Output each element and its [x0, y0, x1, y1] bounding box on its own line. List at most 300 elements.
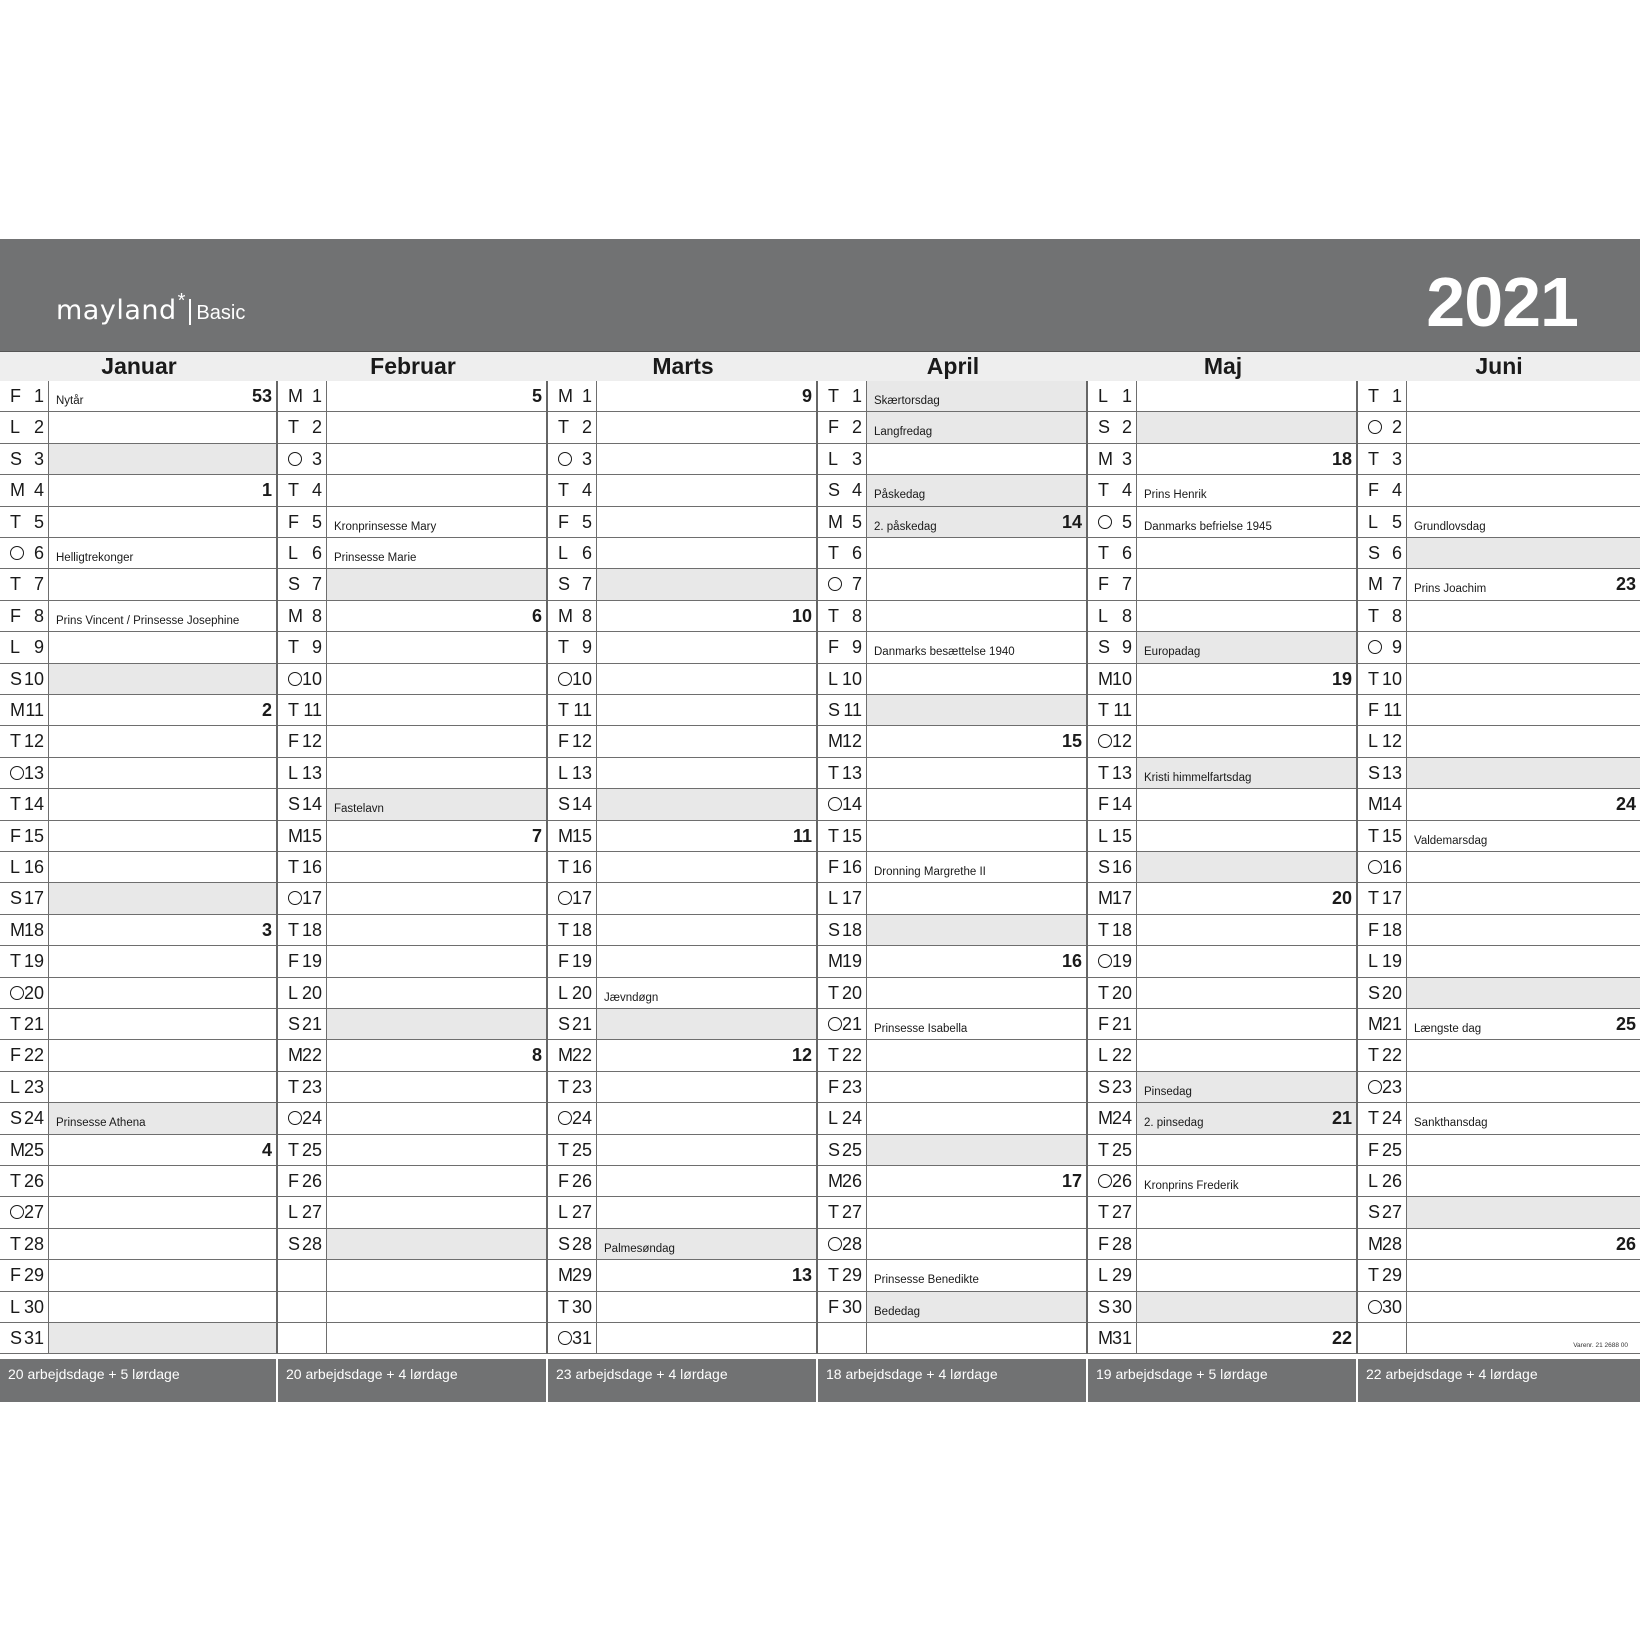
month-footer-workdays: 19 arbejdsdage + 5 lørdage [1088, 1359, 1358, 1402]
weekday-letter: M [1098, 448, 1113, 469]
weekday-letter: T [1098, 1139, 1109, 1160]
weekday-letter: L [828, 668, 839, 689]
day-row [818, 1135, 1086, 1166]
day-number: 12 [571, 731, 592, 752]
wednesday-circle-icon [1368, 1300, 1382, 1314]
day-label-cell [818, 569, 867, 599]
day-label-cell [1358, 726, 1407, 756]
day-label-cell [1088, 726, 1137, 756]
day-number: 18 [571, 919, 592, 940]
day-note-area [867, 978, 1086, 1008]
day-note-area [867, 1040, 1086, 1070]
weekday-letter: T [1098, 762, 1109, 783]
day-note-area [597, 915, 816, 945]
day-number: 9 [1391, 637, 1402, 658]
day-label-cell [548, 883, 597, 913]
day-row [548, 1323, 816, 1354]
weekday-letter: L [10, 1296, 21, 1317]
day-note-area [1407, 507, 1640, 537]
day-note-area [867, 507, 1086, 537]
week-number: 9 [801, 386, 812, 406]
day-number: 22 [1381, 1045, 1402, 1066]
holiday-note: Fastelavn [334, 803, 384, 816]
day-label-cell [0, 381, 49, 411]
day-row [818, 695, 1086, 726]
weekday-letter: S [288, 1014, 301, 1034]
weekday-letter [558, 448, 572, 470]
day-note-area [1137, 915, 1356, 945]
day-row [278, 1135, 546, 1166]
day-row [818, 915, 1086, 946]
day-label-cell [0, 1260, 49, 1290]
day-label-cell [278, 1040, 327, 1070]
day-label-cell [818, 1072, 867, 1102]
weekday-letter: L [828, 888, 839, 909]
weekday-letter: T [288, 637, 299, 658]
day-number: 8 [33, 605, 44, 626]
day-row [278, 632, 546, 663]
day-number: 22 [1111, 1045, 1132, 1066]
week-number: 17 [1061, 1171, 1082, 1191]
day-label-cell [0, 726, 49, 756]
day-row [548, 1103, 816, 1134]
day-note-area [327, 444, 546, 474]
day-note-area [597, 632, 816, 662]
week-number: 11 [792, 825, 812, 846]
day-number: 21 [23, 1014, 44, 1034]
weekday-letter [558, 1327, 572, 1349]
day-label-cell [1088, 381, 1137, 411]
day-note-area [327, 381, 546, 411]
day-label-cell [548, 381, 597, 411]
day-note-area [1137, 538, 1356, 568]
day-row [1088, 821, 1356, 852]
day-note-area [597, 821, 816, 851]
day-number: 8 [311, 605, 322, 626]
day-row [1088, 569, 1356, 600]
day-number: 19 [841, 951, 862, 972]
day-note-area [867, 821, 1086, 851]
day-label-cell [278, 569, 327, 599]
day-row [818, 1229, 1086, 1260]
day-number: 22 [23, 1045, 44, 1066]
weekday-letter: S [1098, 637, 1111, 658]
day-label-cell [1088, 507, 1137, 537]
day-number: 31 [23, 1328, 44, 1348]
day-note-area [327, 1040, 546, 1070]
day-note-area [597, 695, 816, 725]
weekday-letter: S [1368, 762, 1381, 783]
weekday-letter: T [1368, 605, 1379, 626]
month-column-januar [0, 381, 278, 1354]
day-label-cell [548, 1229, 597, 1259]
month-footer-workdays: 18 arbejdsdage + 4 lørdage [818, 1359, 1088, 1402]
day-label-cell [0, 1040, 49, 1070]
day-note-area [1407, 1072, 1640, 1102]
day-label-cell [278, 1009, 327, 1039]
day-label-cell [548, 1103, 597, 1133]
day-row [1358, 758, 1640, 789]
day-number: 16 [23, 857, 44, 877]
day-row [278, 664, 546, 695]
wednesday-circle-icon [1098, 954, 1112, 968]
day-label-cell [1358, 412, 1407, 442]
day-label-cell [278, 1292, 327, 1322]
day-note-area [1407, 569, 1640, 599]
day-number: 28 [23, 1233, 44, 1254]
day-note-area [867, 1229, 1086, 1259]
day-note-area [1407, 946, 1640, 976]
day-note-area [1407, 1135, 1640, 1165]
day-label-cell [0, 444, 49, 474]
day-row [0, 852, 276, 883]
day-label-cell [0, 915, 49, 945]
day-row [548, 538, 816, 569]
day-number: 26 [23, 1171, 44, 1191]
day-row [0, 726, 276, 757]
day-label-cell [1088, 632, 1137, 662]
day-row [1358, 538, 1640, 569]
day-note-area [867, 1103, 1086, 1133]
day-row [1358, 695, 1640, 726]
day-note-area [327, 1135, 546, 1165]
day-label-cell [548, 475, 597, 505]
day-number: 16 [1381, 857, 1402, 877]
weekday-letter: T [558, 1139, 569, 1160]
wednesday-circle-icon [1368, 860, 1382, 874]
day-label-cell [0, 852, 49, 882]
day-note-area [597, 1009, 816, 1039]
weekday-letter: M [828, 511, 843, 532]
day-note-area [49, 915, 276, 945]
day-note-area [1407, 1229, 1640, 1259]
day-label-cell [548, 1260, 597, 1290]
weekday-letter: L [558, 762, 569, 783]
day-note-area [867, 915, 1086, 945]
day-label-cell [818, 1292, 867, 1322]
day-row [0, 978, 276, 1009]
holiday-note: Jævndøgn [604, 991, 659, 1004]
day-label-cell [818, 412, 867, 442]
day-note-area [49, 381, 276, 411]
day-row [548, 632, 816, 663]
day-number: 30 [841, 1296, 862, 1317]
day-note-area [327, 1229, 546, 1259]
day-row [548, 1292, 816, 1323]
day-number: 14 [841, 794, 862, 815]
day-row [818, 601, 1086, 632]
weekday-letter: T [828, 825, 839, 846]
day-label-cell [1358, 569, 1407, 599]
day-label-cell [278, 915, 327, 945]
weekday-letter: L [10, 857, 21, 877]
day-row [548, 601, 816, 632]
weekday-letter: F [558, 731, 569, 752]
day-label-cell [1358, 632, 1407, 662]
weekday-letter: T [10, 1171, 21, 1191]
day-label-cell [1358, 758, 1407, 788]
weekday-letter [1368, 1076, 1382, 1098]
calendar-header [0, 239, 1640, 351]
weekday-letter: L [288, 1202, 299, 1223]
day-label-cell [1088, 758, 1137, 788]
weekday-letter: F [1098, 1233, 1109, 1254]
weekday-letter [288, 448, 302, 470]
day-row [0, 538, 276, 569]
day-row [1358, 1197, 1640, 1228]
day-row [818, 1009, 1086, 1040]
weekday-letter: M [1098, 888, 1113, 909]
day-note-area [1137, 946, 1356, 976]
day-number: 1 [851, 386, 862, 406]
day-row [548, 1009, 816, 1040]
weekday-letter [558, 668, 572, 690]
day-label-cell [818, 475, 867, 505]
day-row [0, 946, 276, 977]
day-label-cell [1358, 946, 1407, 976]
week-number: 14 [1061, 511, 1082, 532]
day-label-cell [278, 695, 327, 725]
day-note-area [49, 1260, 276, 1290]
weekday-letter: M [10, 919, 25, 940]
holiday-note: Prinsesse Athena [56, 1117, 146, 1130]
day-number: 20 [301, 982, 322, 1003]
day-note-area [1137, 1260, 1356, 1290]
day-label-cell [1088, 601, 1137, 631]
wednesday-circle-icon [1368, 1080, 1382, 1094]
day-number: 29 [841, 1265, 862, 1286]
day-label-cell [0, 789, 49, 819]
day-label-cell [278, 758, 327, 788]
day-number: 17 [23, 888, 44, 909]
day-note-area [1407, 1197, 1640, 1227]
day-row [548, 1229, 816, 1260]
day-row [0, 601, 276, 632]
day-number: 3 [851, 448, 862, 469]
brand-logo [56, 290, 246, 326]
day-number: 7 [1391, 574, 1402, 595]
day-number: 21 [571, 1014, 592, 1034]
day-note-area [1137, 758, 1356, 788]
day-number: 18 [301, 919, 322, 940]
wednesday-circle-icon [288, 1111, 302, 1125]
day-label-cell [278, 1103, 327, 1133]
weekday-letter: L [828, 1108, 839, 1129]
weekday-letter: T [10, 1014, 21, 1034]
day-number: 24 [301, 1108, 322, 1129]
weekday-letter: T [1368, 668, 1379, 689]
day-row [278, 946, 546, 977]
day-row [278, 381, 546, 412]
day-label-cell [818, 915, 867, 945]
day-label-cell [278, 1260, 327, 1290]
month-column-maj [1088, 381, 1358, 1354]
weekday-letter: T [1098, 982, 1109, 1003]
day-row [0, 1009, 276, 1040]
day-label-cell [818, 1103, 867, 1133]
day-note-area [597, 569, 816, 599]
day-row [278, 852, 546, 883]
day-number: 30 [23, 1296, 44, 1317]
week-number: 13 [791, 1265, 812, 1286]
day-row [818, 475, 1086, 506]
weekday-letter: M [288, 1045, 303, 1066]
day-row [1358, 475, 1640, 506]
day-note-area [49, 758, 276, 788]
day-label-cell [548, 758, 597, 788]
day-row [818, 1103, 1086, 1134]
day-row [818, 412, 1086, 443]
weekday-letter: T [10, 1233, 21, 1254]
day-label-cell [278, 601, 327, 631]
day-row [1358, 726, 1640, 757]
day-row [278, 412, 546, 443]
day-number: 24 [841, 1108, 862, 1129]
weekday-letter: T [558, 919, 569, 940]
day-label-cell [818, 726, 867, 756]
day-label-cell [278, 1197, 327, 1227]
day-note-area [597, 1197, 816, 1227]
weekday-letter: T [1368, 1045, 1379, 1066]
day-row [818, 538, 1086, 569]
weekday-letter: F [828, 1076, 839, 1097]
day-note-area [327, 758, 546, 788]
weekday-letter: M [828, 1171, 843, 1191]
month-title-marts: Marts [652, 353, 714, 379]
day-label-cell [0, 1323, 49, 1353]
day-row [1358, 1292, 1640, 1323]
weekday-letter: T [828, 1202, 839, 1223]
day-note-area [1137, 412, 1356, 442]
day-number: 18 [1111, 919, 1132, 940]
day-row [0, 632, 276, 663]
day-note-area [1407, 601, 1640, 631]
day-label-cell [548, 632, 597, 662]
day-label-cell [278, 381, 327, 411]
day-row [278, 1229, 546, 1260]
day-number: 25 [841, 1139, 862, 1160]
day-row [278, 1292, 546, 1323]
day-row [1088, 1103, 1356, 1134]
weekday-letter [1368, 636, 1382, 658]
day-row [1358, 789, 1640, 820]
holiday-note: Prinsesse Marie [334, 552, 417, 564]
day-label-cell [1088, 883, 1137, 913]
weekday-letter: L [10, 417, 21, 438]
weekday-letter: M [1368, 1233, 1383, 1254]
weekday-letter [828, 573, 842, 595]
wednesday-circle-icon [558, 1331, 572, 1345]
wednesday-circle-icon [558, 452, 572, 466]
day-label-cell [1358, 1040, 1407, 1070]
month-column-april [818, 381, 1088, 1354]
year-title: 2021 [1426, 263, 1578, 341]
day-row [1358, 1260, 1640, 1291]
day-number: 24 [1381, 1108, 1402, 1129]
day-label-cell [818, 381, 867, 411]
day-note-area [1137, 632, 1356, 662]
weekday-letter: F [1368, 480, 1379, 501]
weekday-letter: M [288, 386, 303, 406]
day-row [0, 695, 276, 726]
weekday-letter: S [828, 480, 841, 501]
day-number: 23 [301, 1076, 322, 1097]
weekday-letter [1098, 730, 1112, 752]
day-label-cell [278, 507, 327, 537]
day-label-cell [1358, 1166, 1407, 1196]
day-row [1088, 475, 1356, 506]
week-number: 53 [251, 386, 272, 406]
day-row [548, 1135, 816, 1166]
day-note-area [867, 1166, 1086, 1196]
weekday-letter [288, 887, 302, 909]
day-number: 11 [573, 700, 592, 720]
day-note-area [597, 538, 816, 568]
day-label-cell [1358, 1135, 1407, 1165]
day-number: 15 [23, 825, 44, 846]
day-number: 30 [1381, 1296, 1402, 1317]
day-number: 4 [1391, 480, 1402, 501]
day-note-area [1137, 883, 1356, 913]
weekday-letter: S [828, 700, 841, 720]
day-number: 28 [1111, 1233, 1132, 1254]
weekday-letter: T [288, 1139, 299, 1160]
day-label-cell [548, 1135, 597, 1165]
day-row [1088, 664, 1356, 695]
day-number: 21 [841, 1014, 862, 1034]
weekday-letter: F [828, 637, 839, 658]
day-number: 8 [581, 605, 592, 626]
weekday-letter: L [288, 543, 299, 563]
weekday-letter: L [558, 543, 569, 563]
day-number: 12 [1381, 731, 1402, 752]
day-number: 4 [311, 480, 322, 501]
day-label-cell [0, 601, 49, 631]
day-number: 29 [571, 1265, 592, 1286]
weekday-letter: T [1368, 448, 1379, 469]
day-note-area [597, 507, 816, 537]
day-row [0, 1292, 276, 1323]
brand-name: mayland [56, 295, 177, 326]
day-number: 6 [1391, 543, 1402, 563]
day-number: 25 [1111, 1139, 1132, 1160]
day-row [1088, 789, 1356, 820]
day-row [1358, 852, 1640, 883]
day-label-cell [1358, 664, 1407, 694]
day-label-cell [278, 475, 327, 505]
weekday-letter: T [558, 700, 569, 720]
day-row [278, 1323, 546, 1354]
day-number: 17 [841, 888, 862, 909]
day-number: 30 [571, 1296, 592, 1317]
day-row [1088, 1040, 1356, 1071]
weekday-letter: T [558, 1296, 569, 1317]
day-number: 15 [1111, 825, 1132, 846]
day-number: 12 [1111, 731, 1132, 752]
day-label-cell [548, 789, 597, 819]
day-number: 16 [841, 857, 862, 877]
day-row [818, 821, 1086, 852]
day-number: 16 [571, 857, 592, 877]
wednesday-circle-icon [1368, 640, 1382, 654]
day-note-area [327, 883, 546, 913]
day-number: 14 [1381, 794, 1402, 815]
day-label-cell [0, 883, 49, 913]
week-number: 8 [531, 1045, 542, 1066]
weekday-letter: T [828, 1045, 839, 1066]
holiday-note: Valdemarsdag [1414, 834, 1488, 847]
day-note-area [1137, 1103, 1356, 1133]
